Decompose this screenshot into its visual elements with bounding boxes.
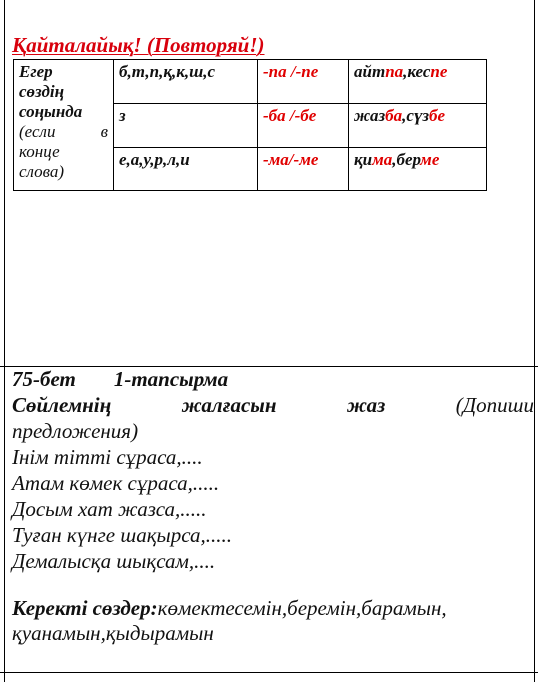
exercise-section (12, 366, 534, 646)
example-ending: пе (430, 62, 448, 81)
example-stem: айт (354, 62, 386, 81)
keywords-list: көмектесемін,беремін,барамын, қуанамын,қыдырамын (12, 596, 447, 645)
example-ending: бе (429, 106, 446, 125)
example-ending: ма (372, 150, 393, 169)
sentence: Демалысқа шықсам,.... (12, 549, 216, 573)
example-stem: жаз (354, 106, 386, 125)
condition-line: слова) (19, 162, 65, 181)
suffix-rules-table (13, 59, 487, 191)
sentence: Атам көмек сұраса,..... (12, 471, 220, 495)
example-cell (349, 104, 487, 148)
keywords (12, 596, 534, 646)
example-cell (349, 60, 487, 104)
task-number: 1-тапсырма (113, 367, 229, 391)
condition-line: соңында (19, 102, 83, 121)
suffix-cell: -ба /-бе (258, 104, 349, 148)
task-heading (12, 366, 534, 392)
page-title: Қайталайық! (Повторяй!) (12, 33, 265, 57)
bottom-divider (0, 672, 538, 673)
keywords-label: Керекті сөздер: (12, 596, 158, 620)
condition-line: Егер (19, 62, 53, 81)
example-stem: қи (354, 150, 373, 169)
letters-cell: б,т,п,қ,к,ш,с (114, 60, 258, 104)
condition-line: конце (19, 142, 60, 161)
suffix-cell: -ма/-ме (258, 148, 349, 191)
sentence: Досым хат жазса,..... (12, 497, 207, 521)
instruction-translation: (Допиши (455, 393, 534, 417)
suffix-cell: -па /-пе (258, 60, 349, 104)
instruction (12, 392, 534, 418)
example-stem: бер (396, 150, 421, 169)
sentence: Туған күнге шақырса,..... (12, 523, 233, 547)
example-stem: сүз (406, 106, 430, 125)
example-separator: , (403, 62, 408, 81)
condition-line: сөздің (19, 82, 65, 101)
example-separator: , (392, 150, 397, 169)
instruction-word: жаз (346, 393, 386, 417)
example-separator: , (402, 106, 407, 125)
letters-cell: е,а,у,р,л,и (114, 148, 258, 191)
instruction-word: жалғасын (181, 393, 277, 417)
instruction-word: Сөйлемнің (12, 393, 112, 417)
page-left-border (4, 0, 5, 682)
condition-word: (если (19, 122, 56, 141)
letters-cell: з (114, 104, 258, 148)
example-cell (349, 148, 487, 191)
example-ending: ме (420, 150, 440, 169)
instruction-translation-cont: предложения) (12, 419, 139, 443)
condition-cell (14, 60, 114, 191)
example-stem: кес (407, 62, 431, 81)
page-number: 75-бет (12, 367, 76, 391)
page-right-border (534, 0, 535, 682)
condition-line (19, 122, 108, 142)
example-ending: ба (385, 106, 403, 125)
condition-word: в (100, 122, 108, 141)
sentence: Інім тітті сұраса,.... (12, 445, 203, 469)
example-ending: па (385, 62, 404, 81)
